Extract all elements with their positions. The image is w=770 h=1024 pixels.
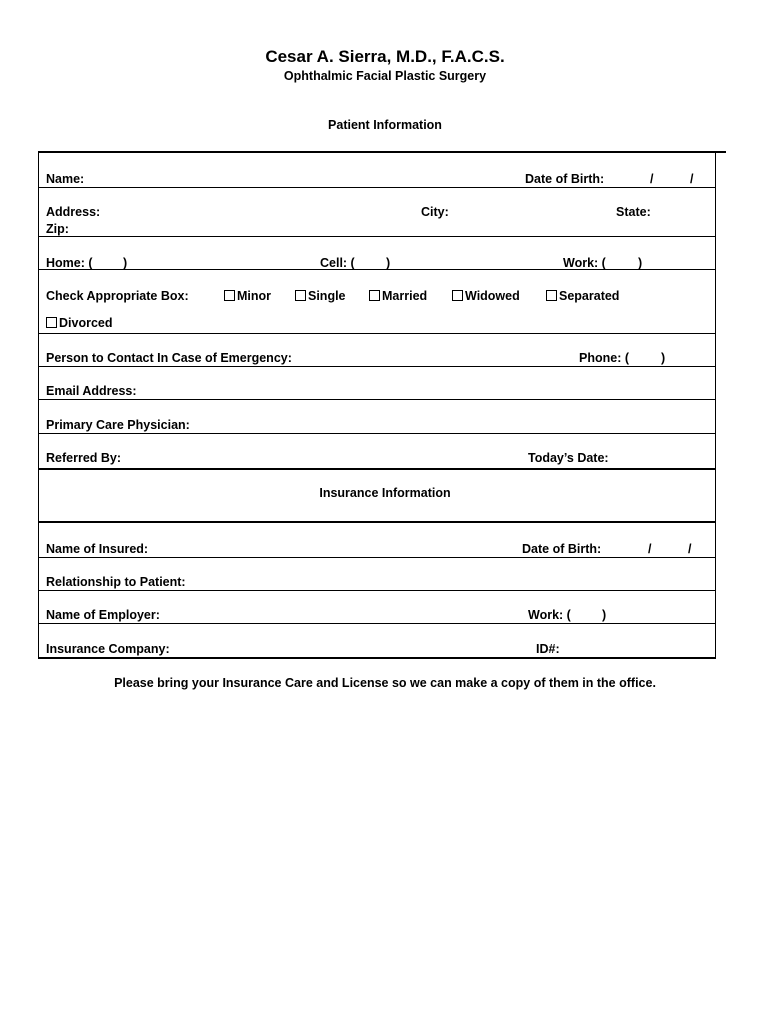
row-divider [38,521,716,523]
checkbox-widowed[interactable]: Widowed [452,289,520,303]
row-divider [38,366,716,367]
insured-name-field[interactable]: Name of Insured: [46,542,149,556]
todays-date-field[interactable]: Today’s Date: [528,451,609,465]
insurance-id-field[interactable]: ID#: [536,642,560,656]
section-title-patient: Patient Information [328,118,442,132]
city-field[interactable]: City: [421,205,449,219]
row-divider [38,236,716,237]
checkbox-icon [46,317,57,328]
specialty: Ophthalmic Facial Plastic Surgery [283,69,487,83]
checkbox-divorced[interactable]: Divorced [46,316,113,330]
paren-close: ) [638,256,643,270]
paren-close: ) [123,256,128,270]
cell-phone-field[interactable]: Cell: ( [320,256,355,270]
checkbox-icon [546,290,557,301]
row-divider [38,557,716,558]
insured-dob-field[interactable]: Date of Birth: [522,542,602,556]
footer-note: Please bring your Insurance Care and License so we can make a copy of them in the office. [114,676,656,690]
paren-close: ) [602,608,607,622]
row-divider [38,333,716,334]
insurance-company-field[interactable]: Insurance Company: [46,642,170,656]
row-divider [38,269,716,270]
dob-slash: / [650,172,654,186]
row-divider [38,187,716,188]
checkbox-minor[interactable]: Minor [224,289,271,303]
check-box-label: Check Appropriate Box: [46,289,189,303]
row-divider [38,623,716,624]
emergency-phone-field[interactable]: Phone: ( [579,351,629,365]
checkbox-icon [369,290,380,301]
email-field[interactable]: Email Address: [46,384,137,398]
checkbox-married[interactable]: Married [369,289,427,303]
paren-close: ) [661,351,666,365]
address-field[interactable]: Address: [46,205,101,219]
state-field[interactable]: State: [616,205,651,219]
home-phone-field[interactable]: Home: ( [46,256,93,270]
checkbox-icon [224,290,235,301]
name-field[interactable]: Name: [46,172,85,186]
doctor-name: Cesar A. Sierra, M.D., F.A.C.S. [265,47,505,66]
dob-slash: / [648,542,652,556]
dob-slash: / [690,172,694,186]
checkbox-separated[interactable]: Separated [546,289,619,303]
checkbox-icon [295,290,306,301]
emergency-contact-field[interactable]: Person to Contact In Case of Emergency: [46,351,292,365]
relationship-field[interactable]: Relationship to Patient: [46,575,186,589]
dob-slash: / [688,542,692,556]
work-phone-field[interactable]: Work: ( [563,256,606,270]
referred-by-field[interactable]: Referred By: [46,451,122,465]
employer-work-phone-field[interactable]: Work: ( [528,608,571,622]
checkbox-single[interactable]: Single [295,289,346,303]
row-divider [38,399,716,400]
checkbox-icon [452,290,463,301]
row-divider [38,590,716,591]
dob-field[interactable]: Date of Birth: [525,172,605,186]
section-title-insurance: Insurance Information [319,486,451,500]
employer-field[interactable]: Name of Employer: [46,608,160,622]
row-divider [38,433,716,434]
zip-field[interactable]: Zip: [46,222,69,236]
physician-field[interactable]: Primary Care Physician: [46,418,190,432]
paren-close: ) [386,256,391,270]
